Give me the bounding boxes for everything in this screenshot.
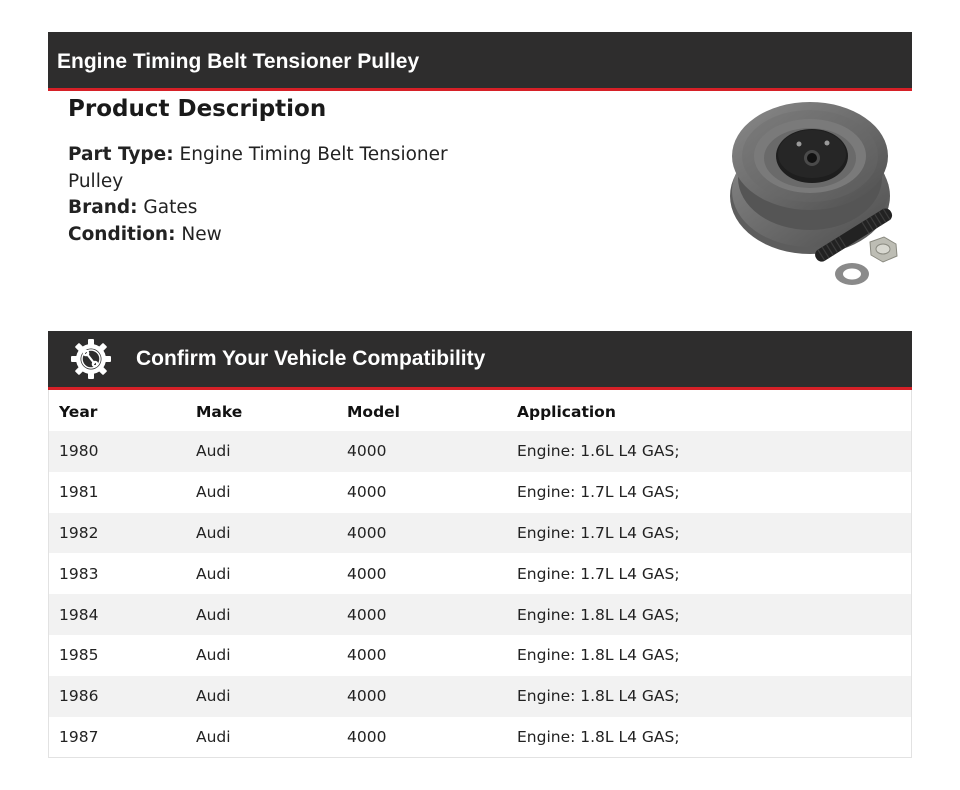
description-fields <box>68 142 488 248</box>
cell-year: 1980 <box>49 431 196 472</box>
cell-application: Engine: 1.6L L4 GAS; <box>517 431 911 472</box>
cell-model: 4000 <box>347 727 387 746</box>
table-row <box>49 553 911 594</box>
part-type-field <box>68 144 448 192</box>
table-row <box>49 717 911 758</box>
cell-application: Engine: 1.8L L4 GAS; <box>517 646 680 665</box>
cell-make: Audi <box>196 564 231 583</box>
cell-make: Audi <box>196 513 347 554</box>
cell-make: Audi <box>196 676 347 717</box>
description-heading: Product Description <box>68 96 327 122</box>
cell-model: 4000 <box>347 676 517 717</box>
product-image <box>728 96 908 296</box>
cell-application: Engine: 1.7L L4 GAS; <box>517 513 911 554</box>
condition-value: New <box>181 223 222 245</box>
cell-application: Engine: 1.8L L4 GAS; <box>517 594 911 635</box>
cell-model: 4000 <box>347 594 517 635</box>
column-header-make: Make <box>196 402 243 421</box>
cell-model: 4000 <box>347 513 517 554</box>
cell-application: Engine: 1.8L L4 GAS; <box>517 676 911 717</box>
cell-model: 4000 <box>347 431 517 472</box>
column-header-application: Application <box>517 402 616 421</box>
compatibility-title: Confirm Your Vehicle Compatibility <box>136 347 486 370</box>
cell-year: 1986 <box>49 676 196 717</box>
table-row <box>49 472 911 513</box>
cell-make: Audi <box>196 646 231 665</box>
compatibility-banner <box>48 331 912 390</box>
cell-application: Engine: 1.7L L4 GAS; <box>517 483 680 502</box>
cell-make: Audi <box>196 431 347 472</box>
cell-year: 1985 <box>59 646 99 665</box>
brand-label: Brand: <box>68 197 138 218</box>
cell-model: 4000 <box>347 483 387 502</box>
product-title-banner <box>48 32 912 91</box>
table-row <box>49 676 911 717</box>
column-header-year: Year <box>59 402 98 421</box>
cell-year: 1984 <box>49 594 196 635</box>
gear-wrench-icon <box>70 338 112 380</box>
cell-year: 1987 <box>59 727 99 746</box>
cell-year: 1981 <box>59 483 99 502</box>
table-row <box>49 635 911 676</box>
brand-value: Gates <box>143 197 198 218</box>
cell-year: 1982 <box>49 513 196 554</box>
cell-make: Audi <box>196 594 347 635</box>
table-row <box>49 431 911 472</box>
product-description <box>68 96 488 248</box>
condition-label: Condition: <box>68 223 176 245</box>
column-header-model: Model <box>347 402 400 421</box>
cell-application: Engine: 1.8L L4 GAS; <box>517 727 680 746</box>
cell-make: Audi <box>196 483 231 502</box>
cell-make: Audi <box>196 727 231 746</box>
cell-application: Engine: 1.7L L4 GAS; <box>517 564 680 583</box>
compatibility-table <box>48 390 912 758</box>
brand-field <box>68 197 197 218</box>
table-header-row <box>49 390 911 431</box>
table-row <box>49 513 911 554</box>
part-type-label: Part Type: <box>68 144 174 165</box>
product-title: Engine Timing Belt Tensioner Pulley <box>57 50 420 73</box>
cell-model: 4000 <box>347 646 387 665</box>
table-row <box>49 594 911 635</box>
cell-model: 4000 <box>347 564 387 583</box>
part-type-value: Engine Timing Belt Tensioner Pulley <box>68 144 448 192</box>
cell-year: 1983 <box>59 564 99 583</box>
condition-field <box>68 224 222 245</box>
